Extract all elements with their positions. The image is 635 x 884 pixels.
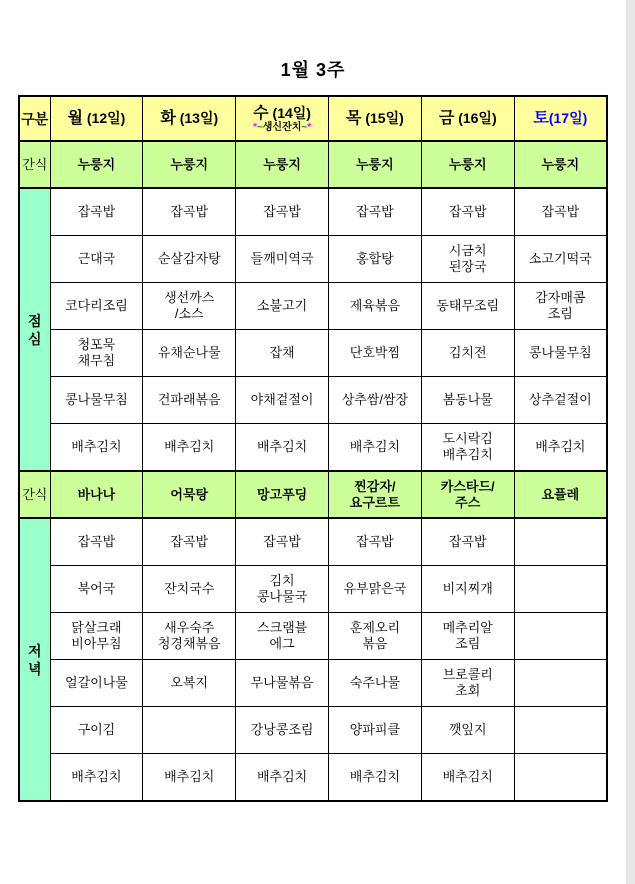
dinner-menu-item xyxy=(143,707,236,754)
snack-item: 누룽지 xyxy=(421,141,514,188)
lunch-menu-item: 배추김치 xyxy=(143,424,236,472)
lunch-menu-item: 잡곡밥 xyxy=(236,188,329,236)
event-note-text: 생신잔치 xyxy=(262,121,302,133)
lunch-menu-item: 봄동나물 xyxy=(421,377,514,424)
dinner-menu-item xyxy=(514,518,607,566)
lunch-menu-item: 순살감자탕 xyxy=(143,236,236,283)
dinner-menu-item: 배추김치 xyxy=(143,754,236,802)
lunch-menu-item: 잡채 xyxy=(236,330,329,377)
lunch-menu-item: 김치전 xyxy=(421,330,514,377)
dinner-menu-item: 숙주나물 xyxy=(328,660,421,707)
snack-label: 간식 xyxy=(19,141,50,188)
day-name: 월 xyxy=(67,110,83,127)
dinner-menu-item: 잔치국수 xyxy=(143,566,236,613)
lunch-menu-item: 잡곡밥 xyxy=(328,188,421,236)
dinner-menu-item xyxy=(514,566,607,613)
lunch-menu-item: 콩나물무침 xyxy=(50,377,143,424)
dinner-menu-item xyxy=(514,613,607,660)
snack-item: 망고푸딩 xyxy=(236,471,329,518)
event-note: *~생신잔치~* xyxy=(253,121,312,133)
day-name: 화 xyxy=(160,110,176,127)
scrollbar-track[interactable] xyxy=(626,0,635,884)
dinner-menu-item: 배추김치 xyxy=(236,754,329,802)
dinner-menu-item: 잡곡밥 xyxy=(236,518,329,566)
day-date: (17일) xyxy=(548,110,588,126)
dinner-menu-item: 잡곡밥 xyxy=(50,518,143,566)
lunch-menu-item: 야채겉절이 xyxy=(236,377,329,424)
lunch-menu-item: 동태무조림 xyxy=(421,283,514,330)
dinner-menu-item: 스크램블 에그 xyxy=(236,613,329,660)
dinner-menu-item: 훈제오리 볶음 xyxy=(328,613,421,660)
lunch-menu-item: 배추김치 xyxy=(236,424,329,472)
lunch-menu-item: 잡곡밥 xyxy=(50,188,143,236)
snack-item: 어묵탕 xyxy=(143,471,236,518)
day-header-5 xyxy=(514,96,607,141)
lunch-menu-item: 시금치 된장국 xyxy=(421,236,514,283)
meal-menu-table xyxy=(18,95,608,802)
day-header-4 xyxy=(421,96,514,141)
dinner-menu-item: 깻잎지 xyxy=(421,707,514,754)
dinner-menu-item: 메추리알 조림 xyxy=(421,613,514,660)
lunch-menu-item: 잡곡밥 xyxy=(143,188,236,236)
lunch-menu-item: 소고기떡국 xyxy=(514,236,607,283)
lunch-menu-item: 제육볶음 xyxy=(328,283,421,330)
lunch-menu-item: 코다리조림 xyxy=(50,283,143,330)
dinner-menu-item xyxy=(514,754,607,802)
lunch-menu-item: 잡곡밥 xyxy=(421,188,514,236)
dinner-menu-item: 무나물볶음 xyxy=(236,660,329,707)
lunch-menu-item: 근대국 xyxy=(50,236,143,283)
day-header-2 xyxy=(236,96,329,141)
dinner-menu-item: 양파피클 xyxy=(328,707,421,754)
snack-item: 바나나 xyxy=(50,471,143,518)
day-name: 토 xyxy=(533,110,549,127)
lunch-menu-item: 청포묵 채무침 xyxy=(50,330,143,377)
dinner-menu-item: 잡곡밥 xyxy=(143,518,236,566)
dinner-menu-item: 구이김 xyxy=(50,707,143,754)
day-name: 수 xyxy=(253,104,269,122)
snack-item: 요플레 xyxy=(514,471,607,518)
lunch-menu-item: 들깨미역국 xyxy=(236,236,329,283)
dinner-menu-item: 김치 콩나물국 xyxy=(236,566,329,613)
lunch-label: 점 심 xyxy=(19,188,50,471)
dinner-menu-item: 잡곡밥 xyxy=(421,518,514,566)
lunch-menu-item: 홍합탕 xyxy=(328,236,421,283)
dinner-menu-item: 배추김치 xyxy=(421,754,514,802)
day-header-1 xyxy=(143,96,236,141)
dinner-menu-item: 북어국 xyxy=(50,566,143,613)
dinner-menu-item: 잡곡밥 xyxy=(328,518,421,566)
dinner-menu-item: 비지찌개 xyxy=(421,566,514,613)
lunch-menu-item: 상추겉절이 xyxy=(514,377,607,424)
dinner-menu-item: 브로콜리 초회 xyxy=(421,660,514,707)
day-header-0 xyxy=(50,96,143,141)
dinner-menu-item: 강낭콩조림 xyxy=(236,707,329,754)
snack-item: 누룽지 xyxy=(143,141,236,188)
day-date: (13일) xyxy=(179,110,219,126)
dinner-menu-item: 얼갈이나물 xyxy=(50,660,143,707)
dinner-menu-item: 새우숙주 청경채볶음 xyxy=(143,613,236,660)
dinner-menu-item: 오복지 xyxy=(143,660,236,707)
lunch-menu-item: 잡곡밥 xyxy=(514,188,607,236)
lunch-menu-item: 상추쌈/쌈장 xyxy=(328,377,421,424)
day-date: (15일) xyxy=(365,110,404,126)
snack-item: 누룽지 xyxy=(50,141,143,188)
lunch-menu-item: 건파래볶음 xyxy=(143,377,236,424)
lunch-menu-item: 단호박찜 xyxy=(328,330,421,377)
day-date: (12일) xyxy=(86,110,126,126)
lunch-menu-item: 배추김치 xyxy=(328,424,421,472)
snack-item: 누룽지 xyxy=(236,141,329,188)
lunch-menu-item: 유채순나물 xyxy=(143,330,236,377)
lunch-menu-item: 소불고기 xyxy=(236,283,329,330)
lunch-menu-item: 배추김치 xyxy=(514,424,607,472)
snack-item: 누룽지 xyxy=(328,141,421,188)
lunch-menu-item: 콩나물무침 xyxy=(514,330,607,377)
snack-item: 누룽지 xyxy=(514,141,607,188)
snack-item: 카스타드/ 주스 xyxy=(421,471,514,518)
dinner-menu-item xyxy=(514,660,607,707)
dinner-menu-item: 배추김치 xyxy=(328,754,421,802)
day-date: (16일) xyxy=(458,110,497,126)
lunch-menu-item: 도시락김 배추김치 xyxy=(421,424,514,472)
lunch-menu-item: 생선까스 /소스 xyxy=(143,283,236,330)
day-name: 금 xyxy=(438,110,455,127)
dinner-menu-item xyxy=(514,707,607,754)
lunch-menu-item: 감자매콤 조림 xyxy=(514,283,607,330)
dinner-menu-item: 배추김치 xyxy=(50,754,143,802)
day-date: (14일) xyxy=(272,104,311,121)
dinner-menu-item: 유부맑은국 xyxy=(328,566,421,613)
header-label-cell: 구분 xyxy=(19,96,50,141)
snack-item: 찐감자/ 요구르트 xyxy=(328,471,421,518)
day-header-3 xyxy=(328,96,421,141)
page-title: 1월 3주 xyxy=(280,60,346,80)
day-name: 목 xyxy=(346,110,362,127)
snack-label: 간식 xyxy=(19,471,50,518)
dinner-label: 저 녁 xyxy=(19,518,50,801)
lunch-menu-item: 배추김치 xyxy=(50,424,143,472)
dinner-menu-item: 닭살크래 비아무침 xyxy=(50,613,143,660)
